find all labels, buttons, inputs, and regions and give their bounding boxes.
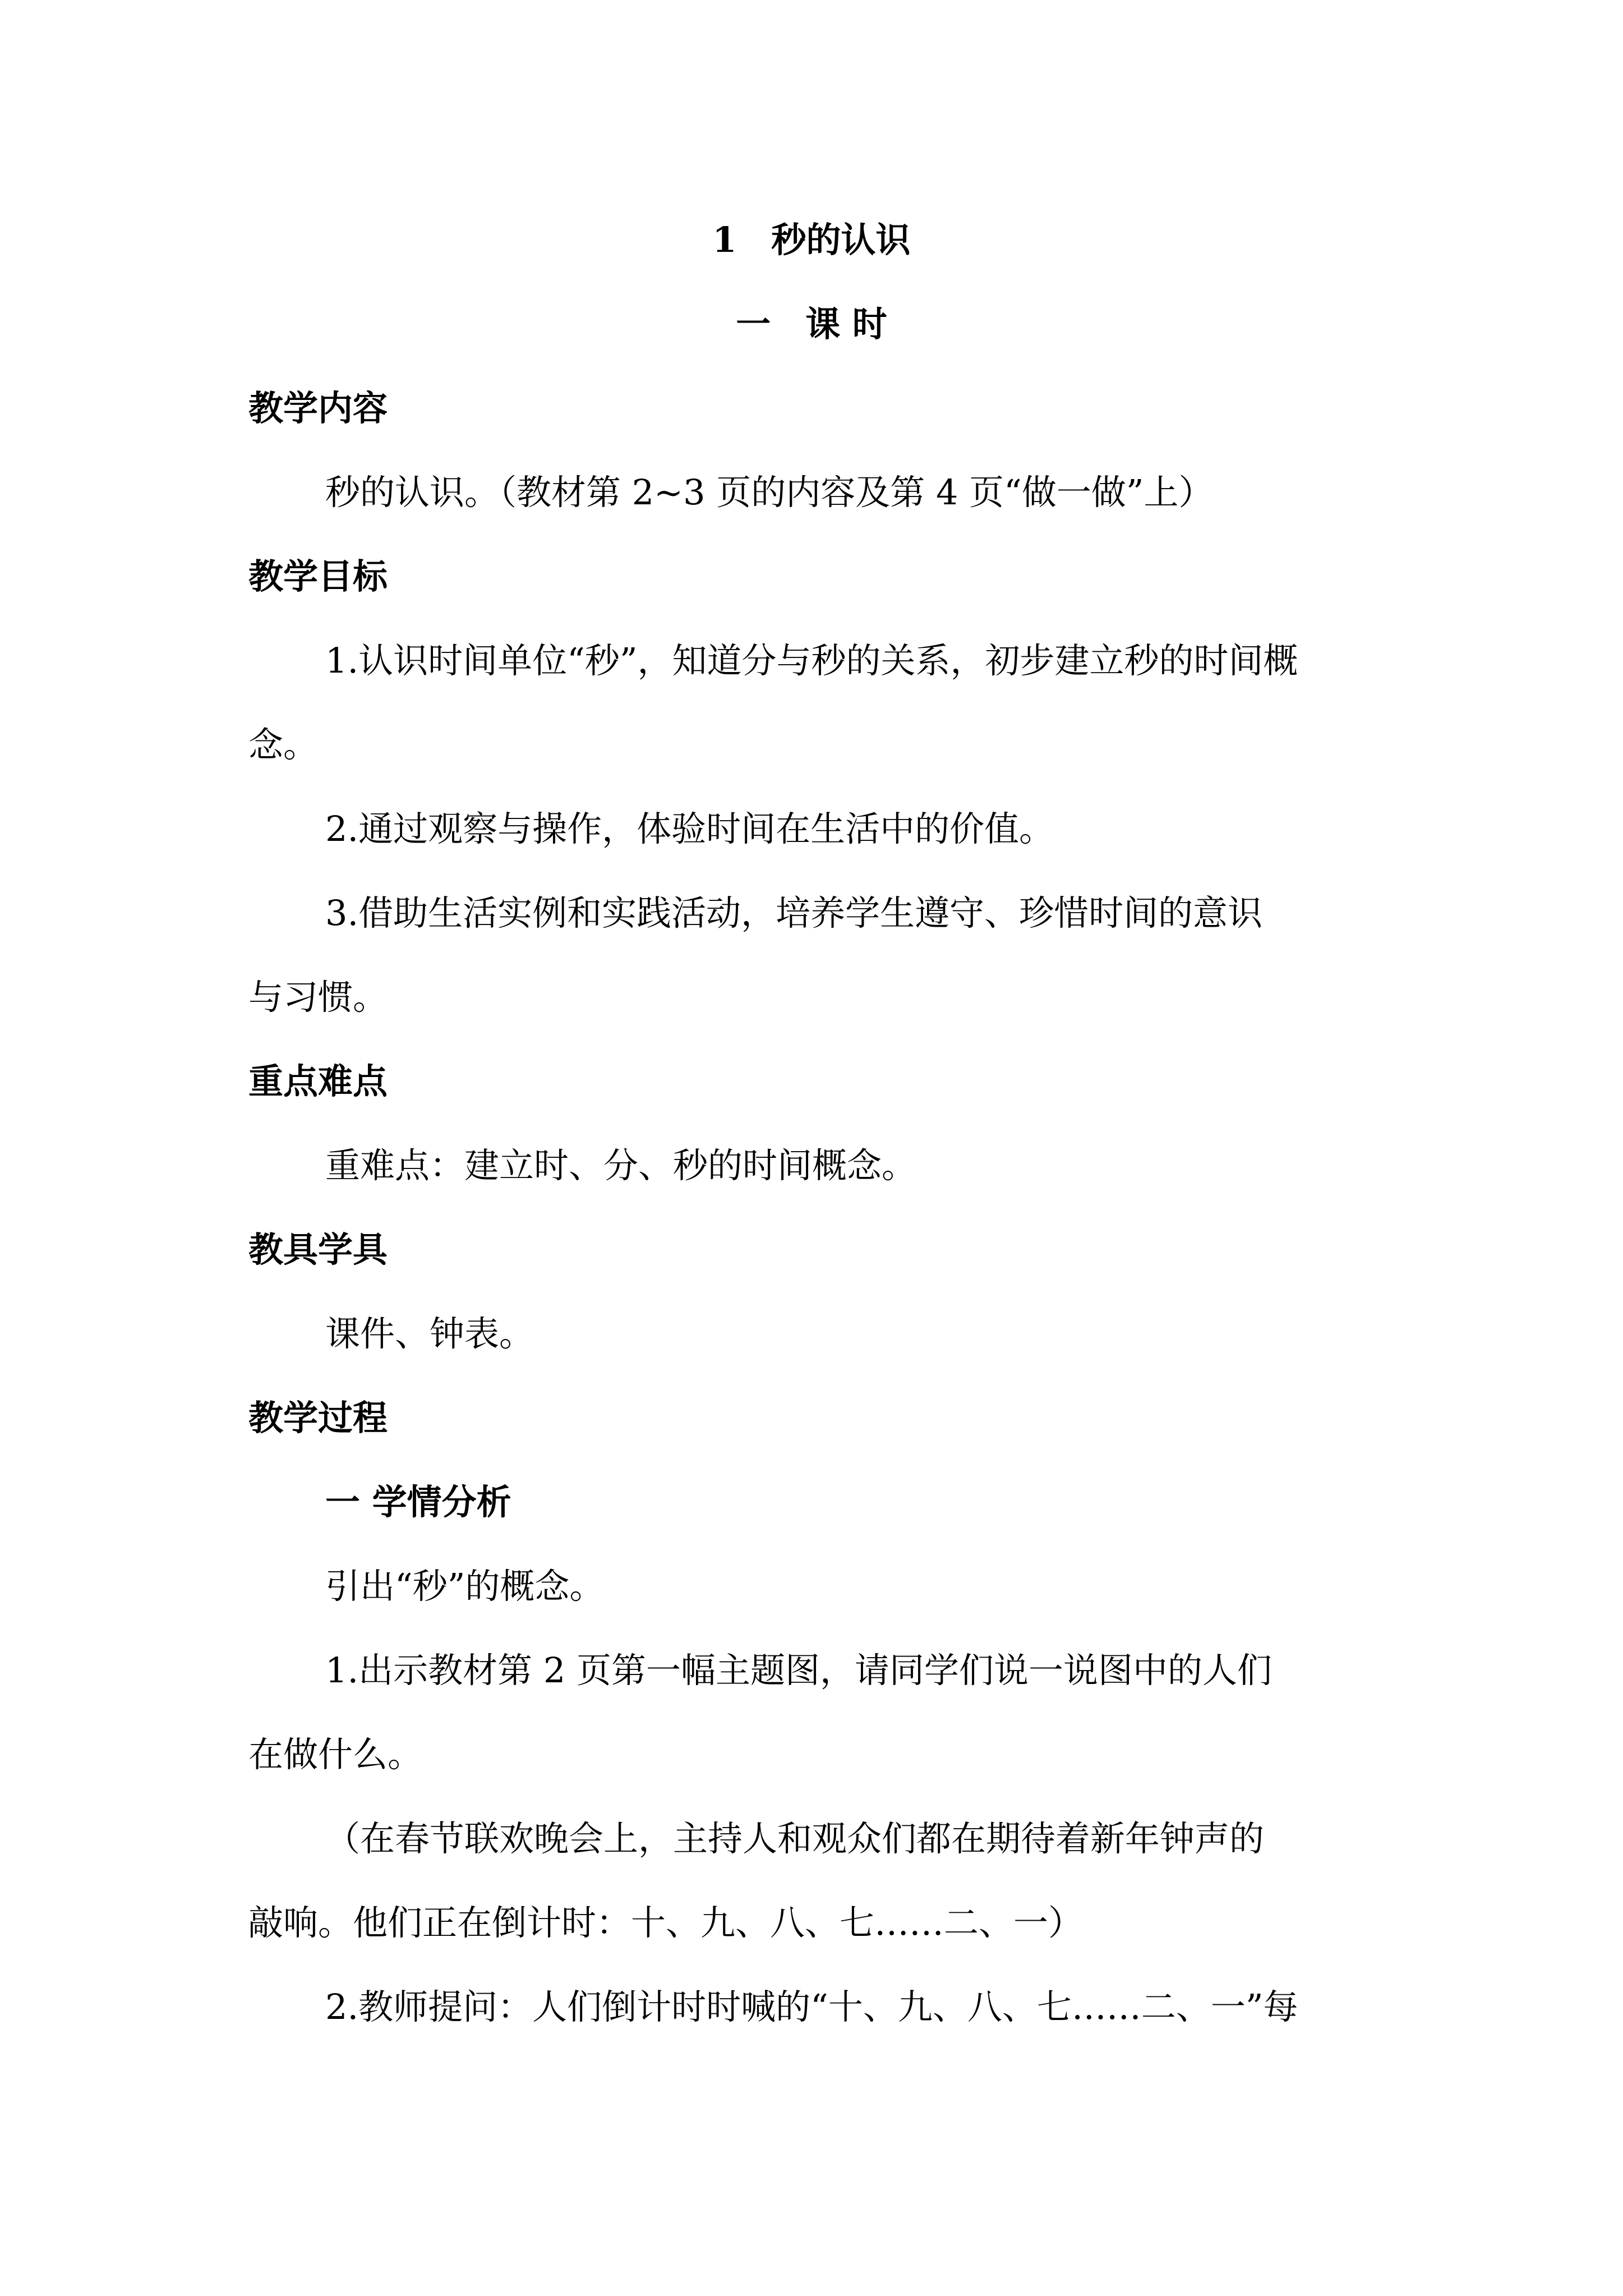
process-note-line-2: 敲响。他们正在倒计时：十、九、八、七……二、一） <box>248 1902 1083 1943</box>
goal-item-2: 2.通过观察与操作，体验时间在生活中的价值。 <box>325 808 1054 849</box>
tools-text: 课件、钟表。 <box>325 1313 534 1354</box>
section-heading-tools: 教具学具 <box>248 1229 388 1270</box>
goal-item-1-line-1: 1.认识时间单位“秒”，知道分与秒的关系，初步建立秒的时间概 <box>325 640 1298 681</box>
goal-item-1-line-2: 念。 <box>248 724 319 765</box>
process-intro: 引出“秒”的概念。 <box>325 1566 605 1607</box>
process-note-line-1: （在春节联欢晚会上，主持人和观众们都在期待着新年钟声的 <box>325 1818 1265 1859</box>
lesson-title: 1 秒的认识 <box>712 219 911 260</box>
section-heading-content: 教学内容 <box>248 388 388 429</box>
goal-item-3-line-1: 3.借助生活实例和实践活动，培养学生遵守、珍惜时间的意识 <box>325 892 1263 933</box>
section-heading-process: 教学过程 <box>248 1397 388 1438</box>
goal-item-3-line-2: 与习惯。 <box>248 977 388 1018</box>
process-step-2-line-1: 2.教师提问：人们倒计时时喊的“十、九、八、七……二、一”每 <box>325 1986 1298 2027</box>
content-text: 秒的认识。（教材第 2~3 页的内容及第 4 页“做一做”上） <box>325 472 1214 513</box>
process-subheading-1: 一 学情分析 <box>325 1481 511 1522</box>
keypoints-text: 重难点：建立时、分、秒的时间概念。 <box>325 1145 917 1186</box>
process-step-1-line-1: 1.出示教材第 2 页第一幅主题图，请同学们说一说图中的人们 <box>325 1650 1272 1691</box>
lesson-subtitle: 一 课 时 <box>736 303 887 344</box>
process-step-1-line-2: 在做什么。 <box>248 1734 423 1775</box>
section-heading-goals: 教学目标 <box>248 556 388 597</box>
section-heading-keypoints: 重点难点 <box>248 1061 388 1102</box>
